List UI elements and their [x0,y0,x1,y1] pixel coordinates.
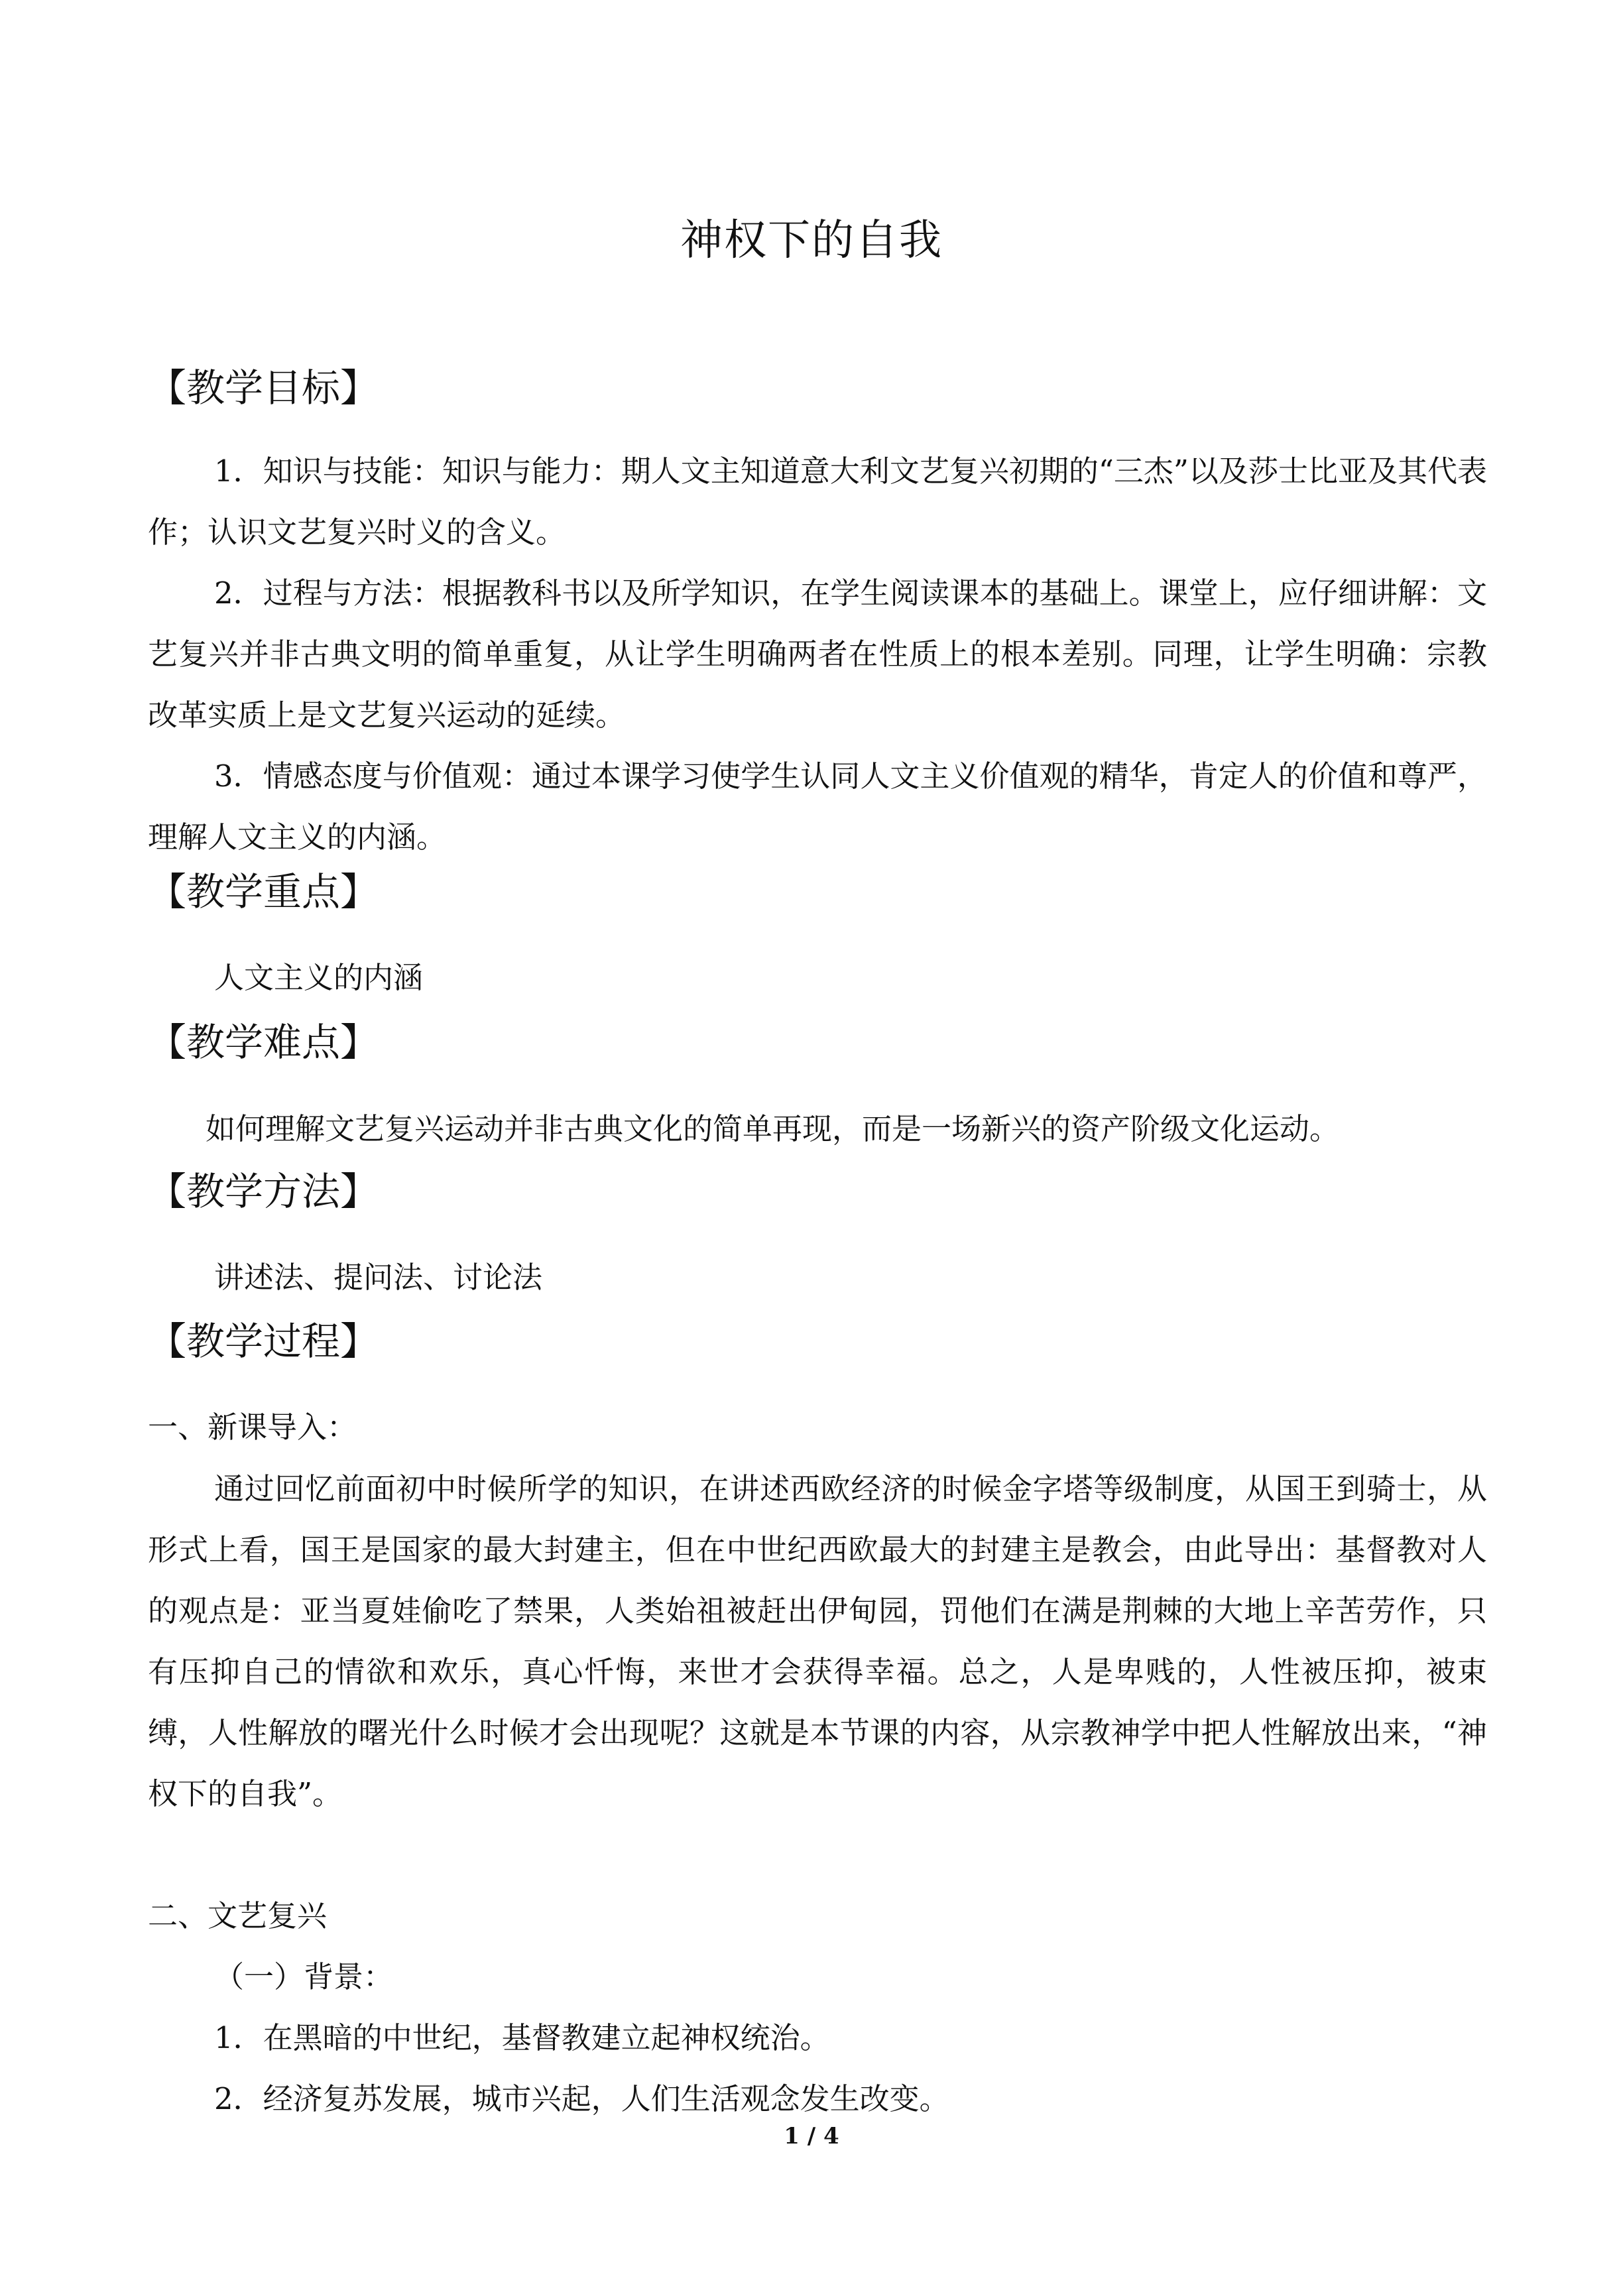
document-title: 神权下的自我 [680,216,943,265]
part1-text: 通过回忆前面初中时候所学的知识，在讲述西欧经济的时候金字塔等级制度，从国王到骑士，从形式上看，国王是国家的最大封建主，但在中世纪西欧最大的封建主是教会，由此导出：基督教对人的观点是：亚当夏娃偷吃了禁果，人类始祖被赶出伊甸园，罚他们在满是荆棘的大地上辛苦劳作，只有压抑自己的情欲和欢乐，真心忏悔，来世才会获得幸福。总之，人是卑贱的，人性被压抑，被束缚，人性解放的曙光什么时候才会出现呢？这就是本节课的内容，从宗教神学中把人性解放出来，“神权下的自我”。 [148,1471,1487,1811]
objectives-heading: 【教学目标】 [148,365,379,410]
method-heading: 【教学方法】 [148,1169,379,1214]
key-point-heading: 【教学重点】 [148,869,379,914]
process-heading: 【教学过程】 [148,1319,379,1364]
objective-item-2: 2．过程与方法：根据教科书以及所学知识，在学生阅读课本的基础上。课堂上，应仔细讲解：文艺复兴并非古典文明的简单重复，从让学生明确两者在性质上的根本差别。同理，让学生明确：宗教改革实质上是文艺复兴运动的延续。 [148,575,1487,733]
method-text: 讲述法、提问法、讨论法 [214,1260,543,1295]
sub1-item-1: 1．在黑暗的中世纪，基督教建立起神权统治。 [214,2020,830,2055]
difficulty-text: 如何理解文艺复兴运动并非古典文化的简单再现，而是一场新兴的资产阶级文化运动。 [206,1111,1340,1146]
difficulty-heading: 【教学难点】 [148,1020,379,1065]
key-point-text: 人文主义的内涵 [214,960,424,995]
part1-title: 一、新课导入： [148,1410,357,1445]
sub1-item-2: 2．经济复苏发展，城市兴起，人们生活观念发生改变。 [214,2081,949,2116]
page-number: 1 / 4 [784,2123,839,2149]
sub1-title: （一）背景： [214,1959,394,1994]
objective-item-1: 1．知识与技能：知识与能力：期人文主知道意大利文艺复兴初期的“三杰”以及莎士比亚及其代表作；认识文艺复兴时义的含义。 [148,453,1487,550]
part2-title: 二、文艺复兴 [148,1898,328,1933]
objective-item-3: 3．情感态度与价值观：通过本课学习使学生认同人文主义价值观的精华，肯定人的价值和尊严，理解人文主义的内涵。 [148,758,1487,855]
